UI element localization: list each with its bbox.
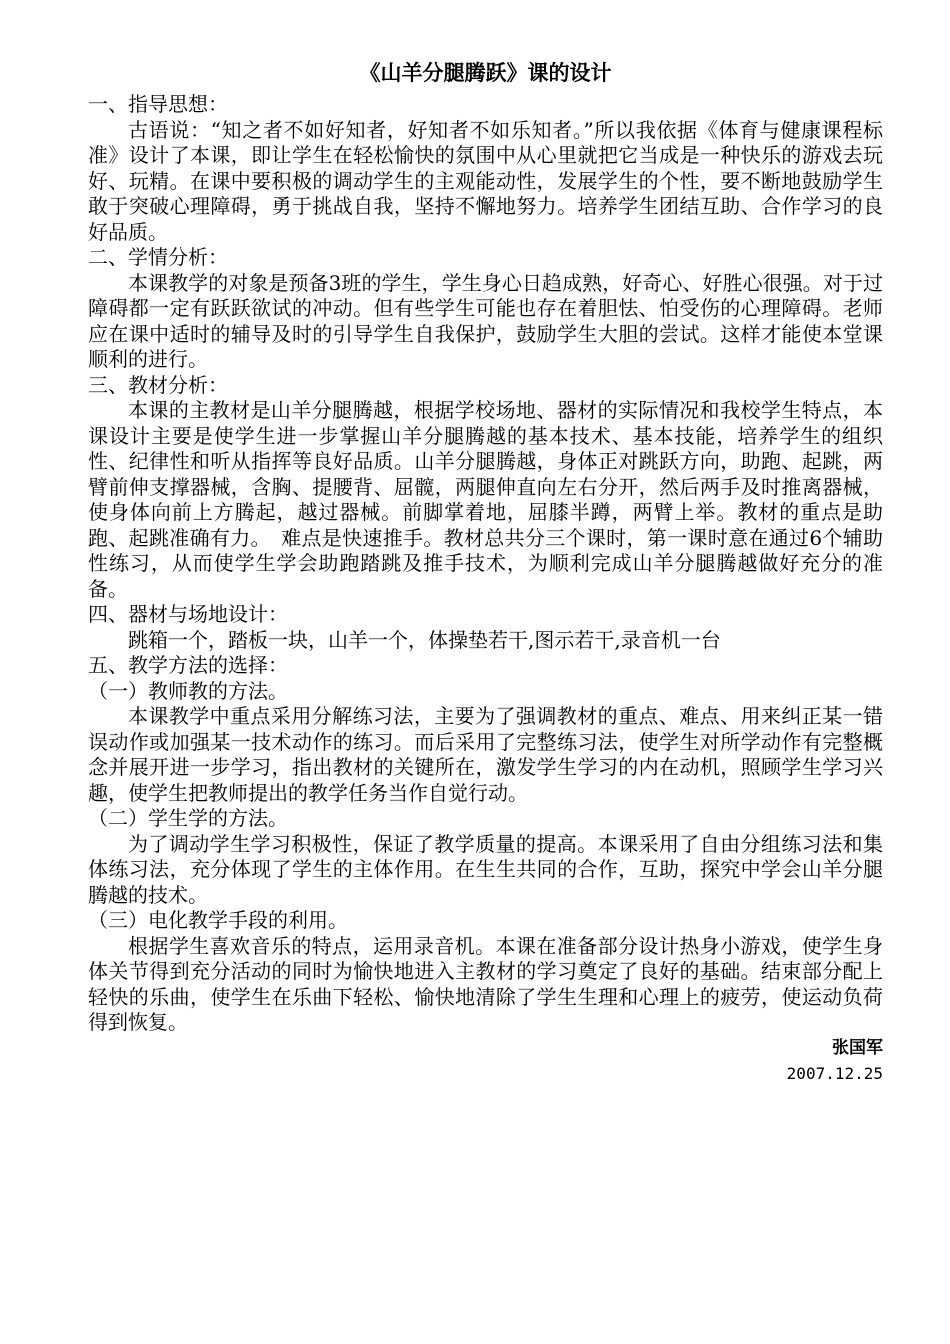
paragraph: 本课教学中重点采用分解练习法，主要为了强调教材的重点、难点、用来纠正某一错误动作或加强某一技术动作的练习。而后采用了完整练习法，使学生对所学动作有完整概念并展开进一步学习，指出教材的关键所在，激发学生学习的内在动机，照顾学生学习兴趣，使学生把教师提出的教学任务当作自觉行动。 <box>88 704 883 805</box>
author-signature: 张国军 <box>832 1037 883 1058</box>
section-heading: 四、器材与场地设计： <box>88 602 288 626</box>
section-guiding-thought <box>88 92 883 245</box>
section-heading: 五、教学方法的选择： <box>88 653 288 677</box>
section-teaching-methods <box>88 653 883 679</box>
section-heading: 二、学情分析： <box>88 245 228 269</box>
section-student-analysis <box>88 245 883 373</box>
paragraph: 根据学生喜欢音乐的特点，运用录音机。本课在准备部分设计热身小游戏，使学生身体关节得到充分活动的同时为愉快地进入主教材的学习奠定了良好的基础。结束部分配上轻快的乐曲，使学生在乐曲下轻松、愉快地清除了学生生理和心理上的疲劳，使运动负荷得到恢复。 <box>88 933 883 1034</box>
section-heading: 一、指导思想： <box>88 92 228 116</box>
subsection-media-usage <box>88 908 883 1036</box>
section-material-analysis <box>88 373 883 603</box>
paragraph: 本课的主教材是山羊分腿腾越，根据学校场地、器材的实际情况和我校学生特点，本课设计主要是使学生进一步掌握山羊分腿腾越的基本技术、基本技能，培养学生的组织性、纪律性和听从指挥等良好品质。山羊分腿腾越，身体正对跳跃方向，助跑、起跳，两臂前伸支撑器械，含胸、提腰背、屈髋，两腿伸直向左右分开，然后两手及时推离器械，使身体向前上方腾起，越过器械。前脚掌着地，屈膝半蹲，两臂上举。教材的重点是助跑、起跳准确有力。 难点是快速推手。教材总共分三个课时，第一课时意在通过6个辅助性练习，从而使学生学会助跑踏跳及推手技术，为顺利完成山羊分腿腾越做好充分的准备。 <box>88 398 883 601</box>
paragraph: 本课教学的对象是预备3班的学生，学生身心日趋成熟，好奇心、好胜心很强。对于过障碍都一定有跃跃欲试的冲动。但有些学生可能也存在着胆怯、怕受伤的心理障碍。老师应在课中适时的辅导及时的引导学生自我保护，鼓励学生大胆的尝试。这样才能使本堂课顺利的进行。 <box>88 270 883 371</box>
section-heading: 三、教材分析： <box>88 372 228 397</box>
subsection-heading: （二）学生学的方法。 <box>88 806 288 830</box>
section-equipment <box>88 602 883 653</box>
document-page <box>88 60 883 1087</box>
document-date: 2007.12.25 <box>786 1064 883 1083</box>
subsection-heading: （三）电化教学手段的利用。 <box>88 908 348 932</box>
subsection-teacher-method <box>88 679 883 807</box>
subsection-student-method <box>88 806 883 908</box>
subsection-heading: （一）教师教的方法。 <box>88 678 288 703</box>
document-title: 《山羊分腿腾跃》课的设计 <box>359 61 612 85</box>
paragraph: 为了调动学生学习积极性，保证了教学质量的提高。本课采用了自由分组练习法和集体练习法，充分体现了学生的主体作用。在生生共同的合作，互助，探究中学会山羊分腿腾越的技术。 <box>88 831 883 907</box>
paragraph: 古语说：“知之者不如好知者，好知者不如乐知者。”所以我依据《体育与健康课程标准》设计了本课，即让学生在轻松愉快的氛围中从心里就把它当成是一种快乐的游戏去玩好、玩精。在课中要积极的调动学生的主观能动性，发展学生的个性，要不断地鼓励学生敢于突破心理障碍，勇于挑战自我，坚持不懈地努力。培养学生团结互助、合作学习的良好品质。 <box>88 117 883 244</box>
paragraph: 跳箱一个，踏板一块，山羊一个，体操垫若干,图示若干,录音机一台 <box>128 627 721 652</box>
